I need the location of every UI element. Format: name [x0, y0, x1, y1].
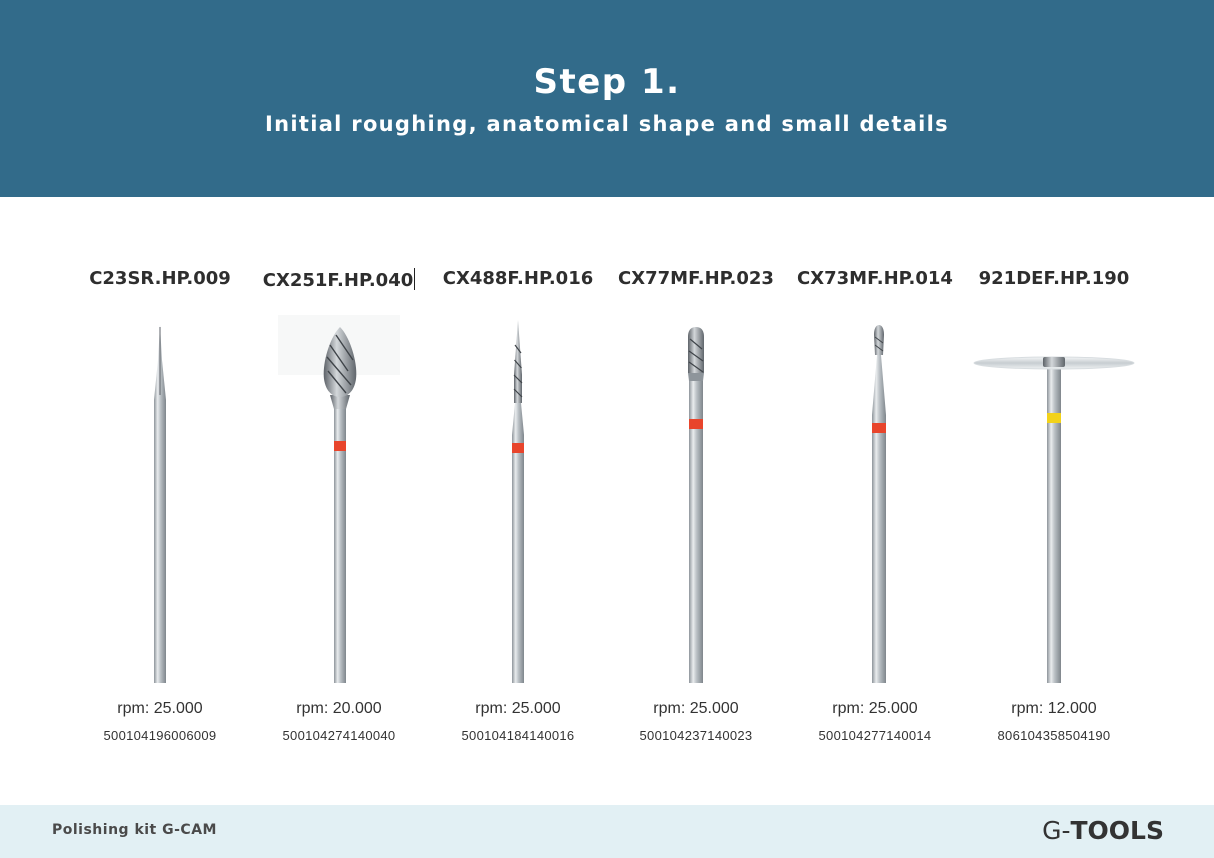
product-row	[0, 197, 1214, 805]
product-article-number: 806104358504190	[997, 728, 1111, 743]
diamond-disc-image	[965, 315, 1143, 683]
product-code: CX488F.HP.016	[442, 268, 594, 289]
needle-bur-image	[71, 315, 249, 683]
step-header	[0, 0, 1214, 197]
page-footer	[0, 805, 1214, 858]
product-rpm: rpm: 12.000	[1011, 700, 1097, 717]
step-title: Step 1.	[533, 62, 681, 102]
product-code: C23SR.HP.009	[89, 268, 231, 289]
product-code: CX251F.HP.040	[262, 270, 414, 291]
product-article-number: 500104277140014	[818, 728, 932, 743]
product-code: 921DEF.HP.190	[978, 268, 1130, 289]
product-article-number: 500104237140023	[639, 728, 753, 743]
product-card	[71, 197, 249, 805]
product-rpm: rpm: 20.000	[296, 700, 382, 717]
kit-label: Polishing kit G-CAM	[52, 822, 217, 838]
product-article-number: 500104274140040	[282, 728, 396, 743]
step-subtitle: Initial roughing, anatomical shape and small details	[265, 112, 949, 136]
product-card	[786, 197, 964, 805]
text-cursor	[414, 268, 415, 290]
cylinder-bur-image	[607, 315, 785, 683]
product-code: CX73MF.HP.014	[797, 268, 953, 289]
product-card	[250, 197, 428, 805]
product-rpm: rpm: 25.000	[832, 700, 918, 717]
product-code: CX77MF.HP.023	[618, 268, 774, 289]
product-rpm: rpm: 25.000	[117, 700, 203, 717]
product-card	[429, 197, 607, 805]
product-article-number: 500104196006009	[103, 728, 217, 743]
small-bur-image	[786, 315, 964, 683]
product-card	[607, 197, 785, 805]
cone-bur-image	[429, 315, 607, 683]
flame-bur-image	[250, 315, 428, 683]
product-card	[965, 197, 1143, 805]
product-article-number: 500104184140016	[461, 728, 575, 743]
product-rpm: rpm: 25.000	[475, 700, 561, 717]
product-rpm: rpm: 25.000	[653, 700, 739, 717]
brand-logo: G-TOOLS	[1042, 816, 1164, 845]
